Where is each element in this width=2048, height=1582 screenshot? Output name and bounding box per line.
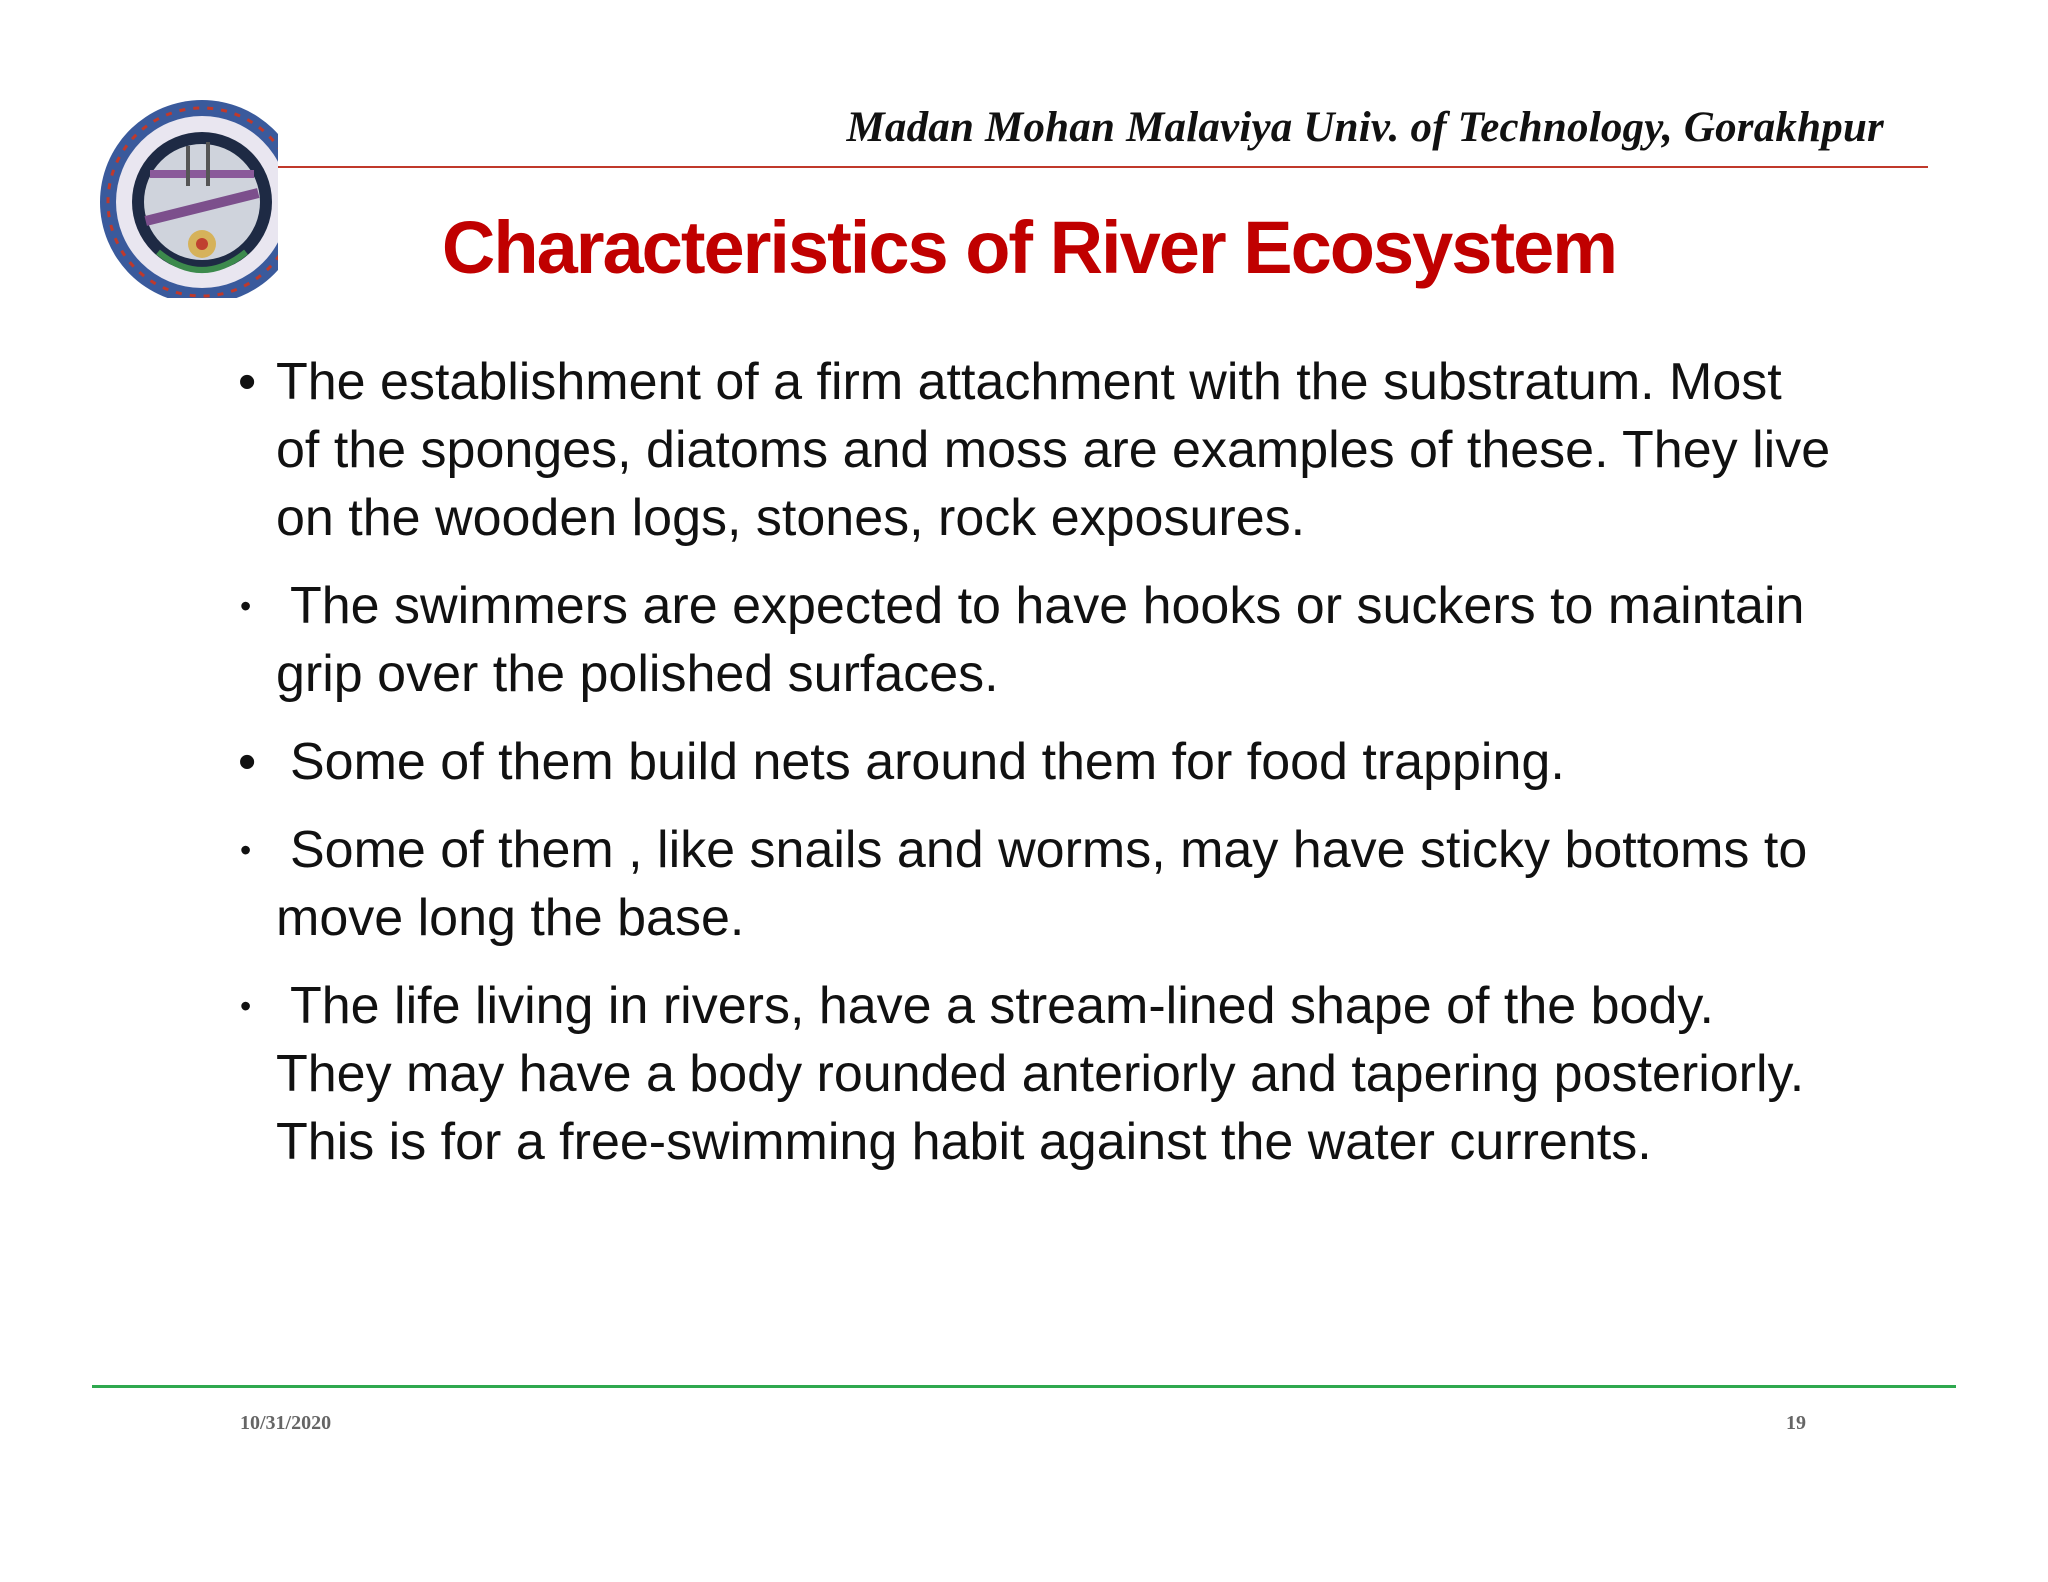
bullet-marker: • [238,733,257,791]
bullet-marker: • [240,832,252,868]
footer-divider [92,1385,1956,1388]
bullet-text: Some of them build nets around them for food trapping. [290,733,1565,791]
bullet-text: Some of them , like snails and worms, may have sticky bottoms to move long the base. [276,821,1808,947]
bullet-text: The establishment of a firm attachment with the substratum. Most of the sponges, diatoms and moss are examples of these. They live on the wooden logs, stones, rock exposures. [276,353,1831,547]
bullet-marker: • [240,588,252,624]
bullet-list [236,348,1836,1196]
header-divider [278,166,1928,168]
bullet-item [236,816,1836,952]
bullet-item [236,728,1836,796]
footer-date: 10/31/2020 [240,1412,332,1434]
bullet-marker: • [238,353,257,411]
page-number: 19 [1786,1412,1806,1434]
bullet-item [236,348,1836,552]
bullet-item [236,572,1836,708]
bullet-text: The life living in rivers, have a stream-lined shape of the body. They may have a body rounded anteriorly and tapering posteriorly. This is for a free-swimming habit against the water currents. [276,977,1805,1171]
university-name: Madan Mohan Malaviya Univ. of Technology, Gorakhpur [846,104,1884,151]
slide-title: Characteristics of River Ecosystem [441,206,1617,289]
bullet-item [236,972,1836,1176]
bullet-marker: • [240,988,252,1024]
bullet-text: The swimmers are expected to have hooks or suckers to maintain grip over the polished surfaces. [276,577,1805,703]
